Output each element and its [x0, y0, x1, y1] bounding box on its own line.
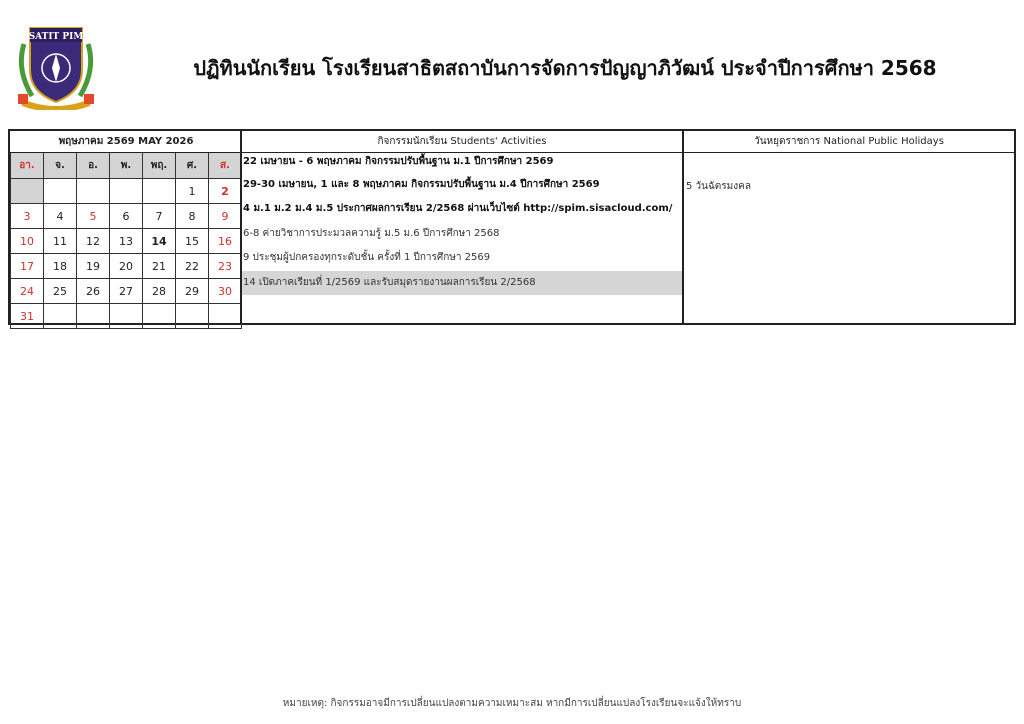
day-cell-empty [110, 179, 143, 204]
week-row [11, 304, 242, 329]
day-cell-empty [176, 304, 209, 329]
day-cell: 23 [209, 254, 242, 279]
activity-item: 22 เมษายน - 6 พฤษภาคม กิจกรรมปรับพื้นฐาน ม.1 ปีการศึกษา 2569 [243, 156, 554, 167]
day-cell-holiday: 5 [77, 204, 110, 229]
weekday-sat: ส. [209, 153, 242, 179]
day-cell: 19 [77, 254, 110, 279]
day-cell: 15 [176, 229, 209, 254]
day-cell: 4 [44, 204, 77, 229]
day-cell: 11 [44, 229, 77, 254]
day-cell: 17 [11, 254, 44, 279]
logo-text: SATIT PIM [28, 32, 84, 42]
holidays-header: วันหยุดราชการ National Public Holidays [684, 131, 1014, 153]
weekday-tue: อ. [77, 153, 110, 179]
day-cell: 28 [143, 279, 176, 304]
day-cell: 26 [77, 279, 110, 304]
week-row [11, 204, 242, 229]
calendar-sheet [8, 129, 1016, 325]
day-cell-empty [77, 179, 110, 204]
week-row [11, 229, 242, 254]
activity-item: 9 ประชุมผู้ปกครองทุกระดับชั้น ครั้งที่ 1 ปีการศึกษา 2569 [243, 252, 491, 264]
day-cell-empty [77, 304, 110, 329]
activities-column [242, 131, 682, 295]
day-cell: 12 [77, 229, 110, 254]
day-cell-empty [11, 179, 44, 204]
day-cell: 16 [209, 229, 242, 254]
week-row [11, 279, 242, 304]
day-cell: 1 [176, 179, 209, 204]
weekday-row [11, 153, 242, 179]
day-cell: 22 [176, 254, 209, 279]
day-cell: 25 [44, 279, 77, 304]
activity-item: 29-30 เมษายน, 1 และ 8 พฤษภาคม กิจกรรมปรับพื้นฐาน ม.4 ปีการศึกษา 2569 [243, 179, 600, 190]
month-label: พฤษภาคม 2569 MAY 2026 [11, 131, 242, 153]
activity-item: 4 ม.1 ม.2 ม.4 ม.5 ประกาศผลการเรียน 2/2568 ผ่านเว็บไซต์ http://spim.sisacloud.com/ [243, 203, 673, 215]
day-cell-empty [44, 179, 77, 204]
school-logo [14, 24, 98, 110]
day-cell-empty [110, 304, 143, 329]
day-cell: 27 [110, 279, 143, 304]
day-cell: 21 [143, 254, 176, 279]
day-cell: 31 [11, 304, 44, 329]
activities-header: กิจกรรมนักเรียน Students' Activities [242, 131, 682, 153]
week-row [11, 179, 242, 204]
page-title: ปฏิทินนักเรียน โรงเรียนสาธิตสถาบันการจัดการปัญญาภิวัฒน์ ประจำปีการศึกษา 2568 [193, 56, 937, 80]
footnote: หมายเหตุ: กิจกรรมอาจมีการเปลี่ยนแปลงตามความเหมาะสม หากมีการเปลี่ยนแปลงโรงเรียนจะแจ้งให้ทราบ [282, 698, 742, 709]
weekday-fri: ศ. [176, 153, 209, 179]
holiday-item: 5 วันฉัตรมงคล [686, 181, 751, 192]
day-cell: 29 [176, 279, 209, 304]
day-cell: 30 [209, 279, 242, 304]
day-cell-empty [143, 304, 176, 329]
day-cell: 3 [11, 204, 44, 229]
weekday-sun: อา. [11, 153, 44, 179]
holidays-column [684, 131, 1014, 194]
activity-item-highlighted: 14 เปิดภาคเรียนที่ 1/2569 และรับสมุดรายงานผลการเรียน 2/2568 [242, 271, 682, 295]
day-cell: 10 [11, 229, 44, 254]
day-cell: 8 [176, 204, 209, 229]
day-cell-empty [143, 179, 176, 204]
weekday-thu: พฤ. [143, 153, 176, 179]
weekday-mon: จ. [44, 153, 77, 179]
month-calendar [10, 131, 242, 329]
weekday-wed: พ. [110, 153, 143, 179]
day-cell: 24 [11, 279, 44, 304]
day-cell: 7 [143, 204, 176, 229]
day-cell: 6 [110, 204, 143, 229]
week-row [11, 254, 242, 279]
activity-item: 6-8 ค่ายวิชาการประมวลความรู้ ม.5 ม.6 ปีการศึกษา 2568 [243, 227, 500, 239]
day-cell: 9 [209, 204, 242, 229]
day-cell: 18 [44, 254, 77, 279]
day-cell-empty [209, 304, 242, 329]
day-cell: 2 [209, 179, 242, 204]
day-cell: 20 [110, 254, 143, 279]
day-cell-term-start: 14 [143, 229, 176, 254]
day-cell: 13 [110, 229, 143, 254]
day-cell-empty [44, 304, 77, 329]
